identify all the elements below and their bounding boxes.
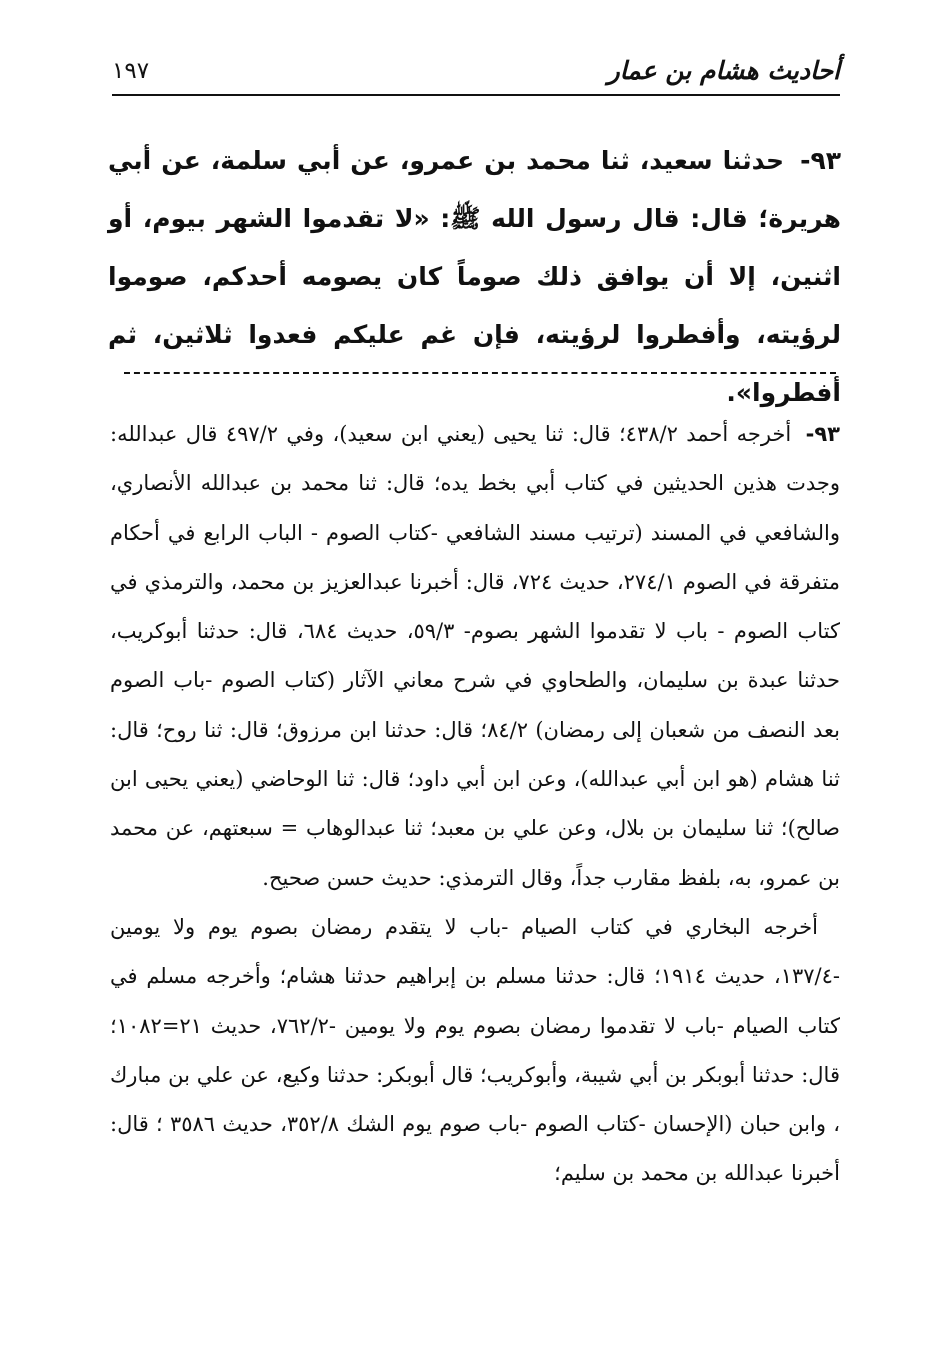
footnote-divider <box>124 372 836 374</box>
notes-paragraph-2-text: أخرجه البخاري في كتاب الصيام -باب لا يتقدم رمضان بصوم يوم ولا يومين -١٣٧/٤، حديث ١٩١٤؛ قال: حدثنا مسلم بن إبراهيم حدثنا هشام؛ وأخرجه مسلم في كتاب الصيام -باب لا تقدموا رمضان بصوم يوم ولا يومين -٧٦٢/٢، حديث ٢١=١٠٨٢؛ قال: حدثنا أبوبكر بن أبي شيبة، وأبوكريب؛ قال أبوبكر: حدثنا وكيع، عن علي بن مبارك ، وابن حبان (الإحسان -كتاب الصوم -باب صوم يوم الشك ٣٥٢/٨، حديث ٣٥٨٦ ؛ قال: أخبرنا عبدالله بن محمد بن سليم؛ <box>110 914 840 1186</box>
header-rule <box>112 94 840 96</box>
notes-paragraph-2 <box>110 903 840 1199</box>
hadith-number: ٩٣- <box>800 146 841 175</box>
page-number: ١٩٧ <box>112 58 150 84</box>
book-title: أحاديث هشام بن عمار <box>607 56 840 85</box>
notes-paragraph-1 <box>110 410 840 903</box>
hadith-text-block <box>108 132 841 422</box>
takhrij-notes <box>110 410 840 1199</box>
hadith-paragraph <box>108 132 841 422</box>
notes-number: ٩٣- <box>805 422 840 446</box>
notes-paragraph-1-text: أخرجه أحمد ٤٣٨/٢؛ قال: ثنا يحيى (يعني ابن سعيد)، وفي ٤٩٧/٢ قال عبدالله: وجدت هذين الحديثين في كتاب أبي بخط يده؛ قال: ثنا محمد بن عبدالله الأنصاري، والشافعي في المسند (ترتيب مسند الشافعي -كتاب الصوم - الباب الرابع في أحكام متفرقة في الصوم ٢٧٤/١، حديث ٧٢٤، قال: أخبرنا عبدالعزيز بن محمد، والترمذي في كتاب الصوم - باب لا تقدموا الشهر بصوم- ٥٩/٣، حديث ٦٨٤، قال: حدثنا أبوكريب، حدثنا عبدة بن سليمان، والطحاوي في شرح معاني الآثار (كتاب الصوم -باب الصوم بعد النصف من شعبان إلى رمضان) ٨٤/٢؛ قال: حدثنا ابن مرزوق؛ قال: ثنا روح؛ قال: ثنا هشام (هو ابن أبي عبدالله)، وعن ابن أبي داود؛ قال: ثنا الوحاضي (يعني يحيى ابن صالح)؛ ثنا سليمان بن بلال، وعن علي بن معبد؛ ثنا عبدالوهاب = سبعتهم، عن محمد بن عمرو، به، بلفظ مقارب جداً، وقال الترمذي: حديث حسن صحيح. <box>110 422 840 890</box>
running-header <box>112 52 840 92</box>
hadith-body: حدثنا سعيد، ثنا محمد بن عمرو، عن أبي سلمة، عن أبي هريرة؛ قال: قال رسول الله ﷺ: «لا تقدموا الشهر بيوم، أو اثنين، إلا أن يوافق ذلك صوماً كان يصومه أحدكم، صوموا لرؤيته، وأفطروا لرؤيته، فإن غم عليكم فعدوا ثلاثين، ثم أفطروا». <box>108 146 841 407</box>
